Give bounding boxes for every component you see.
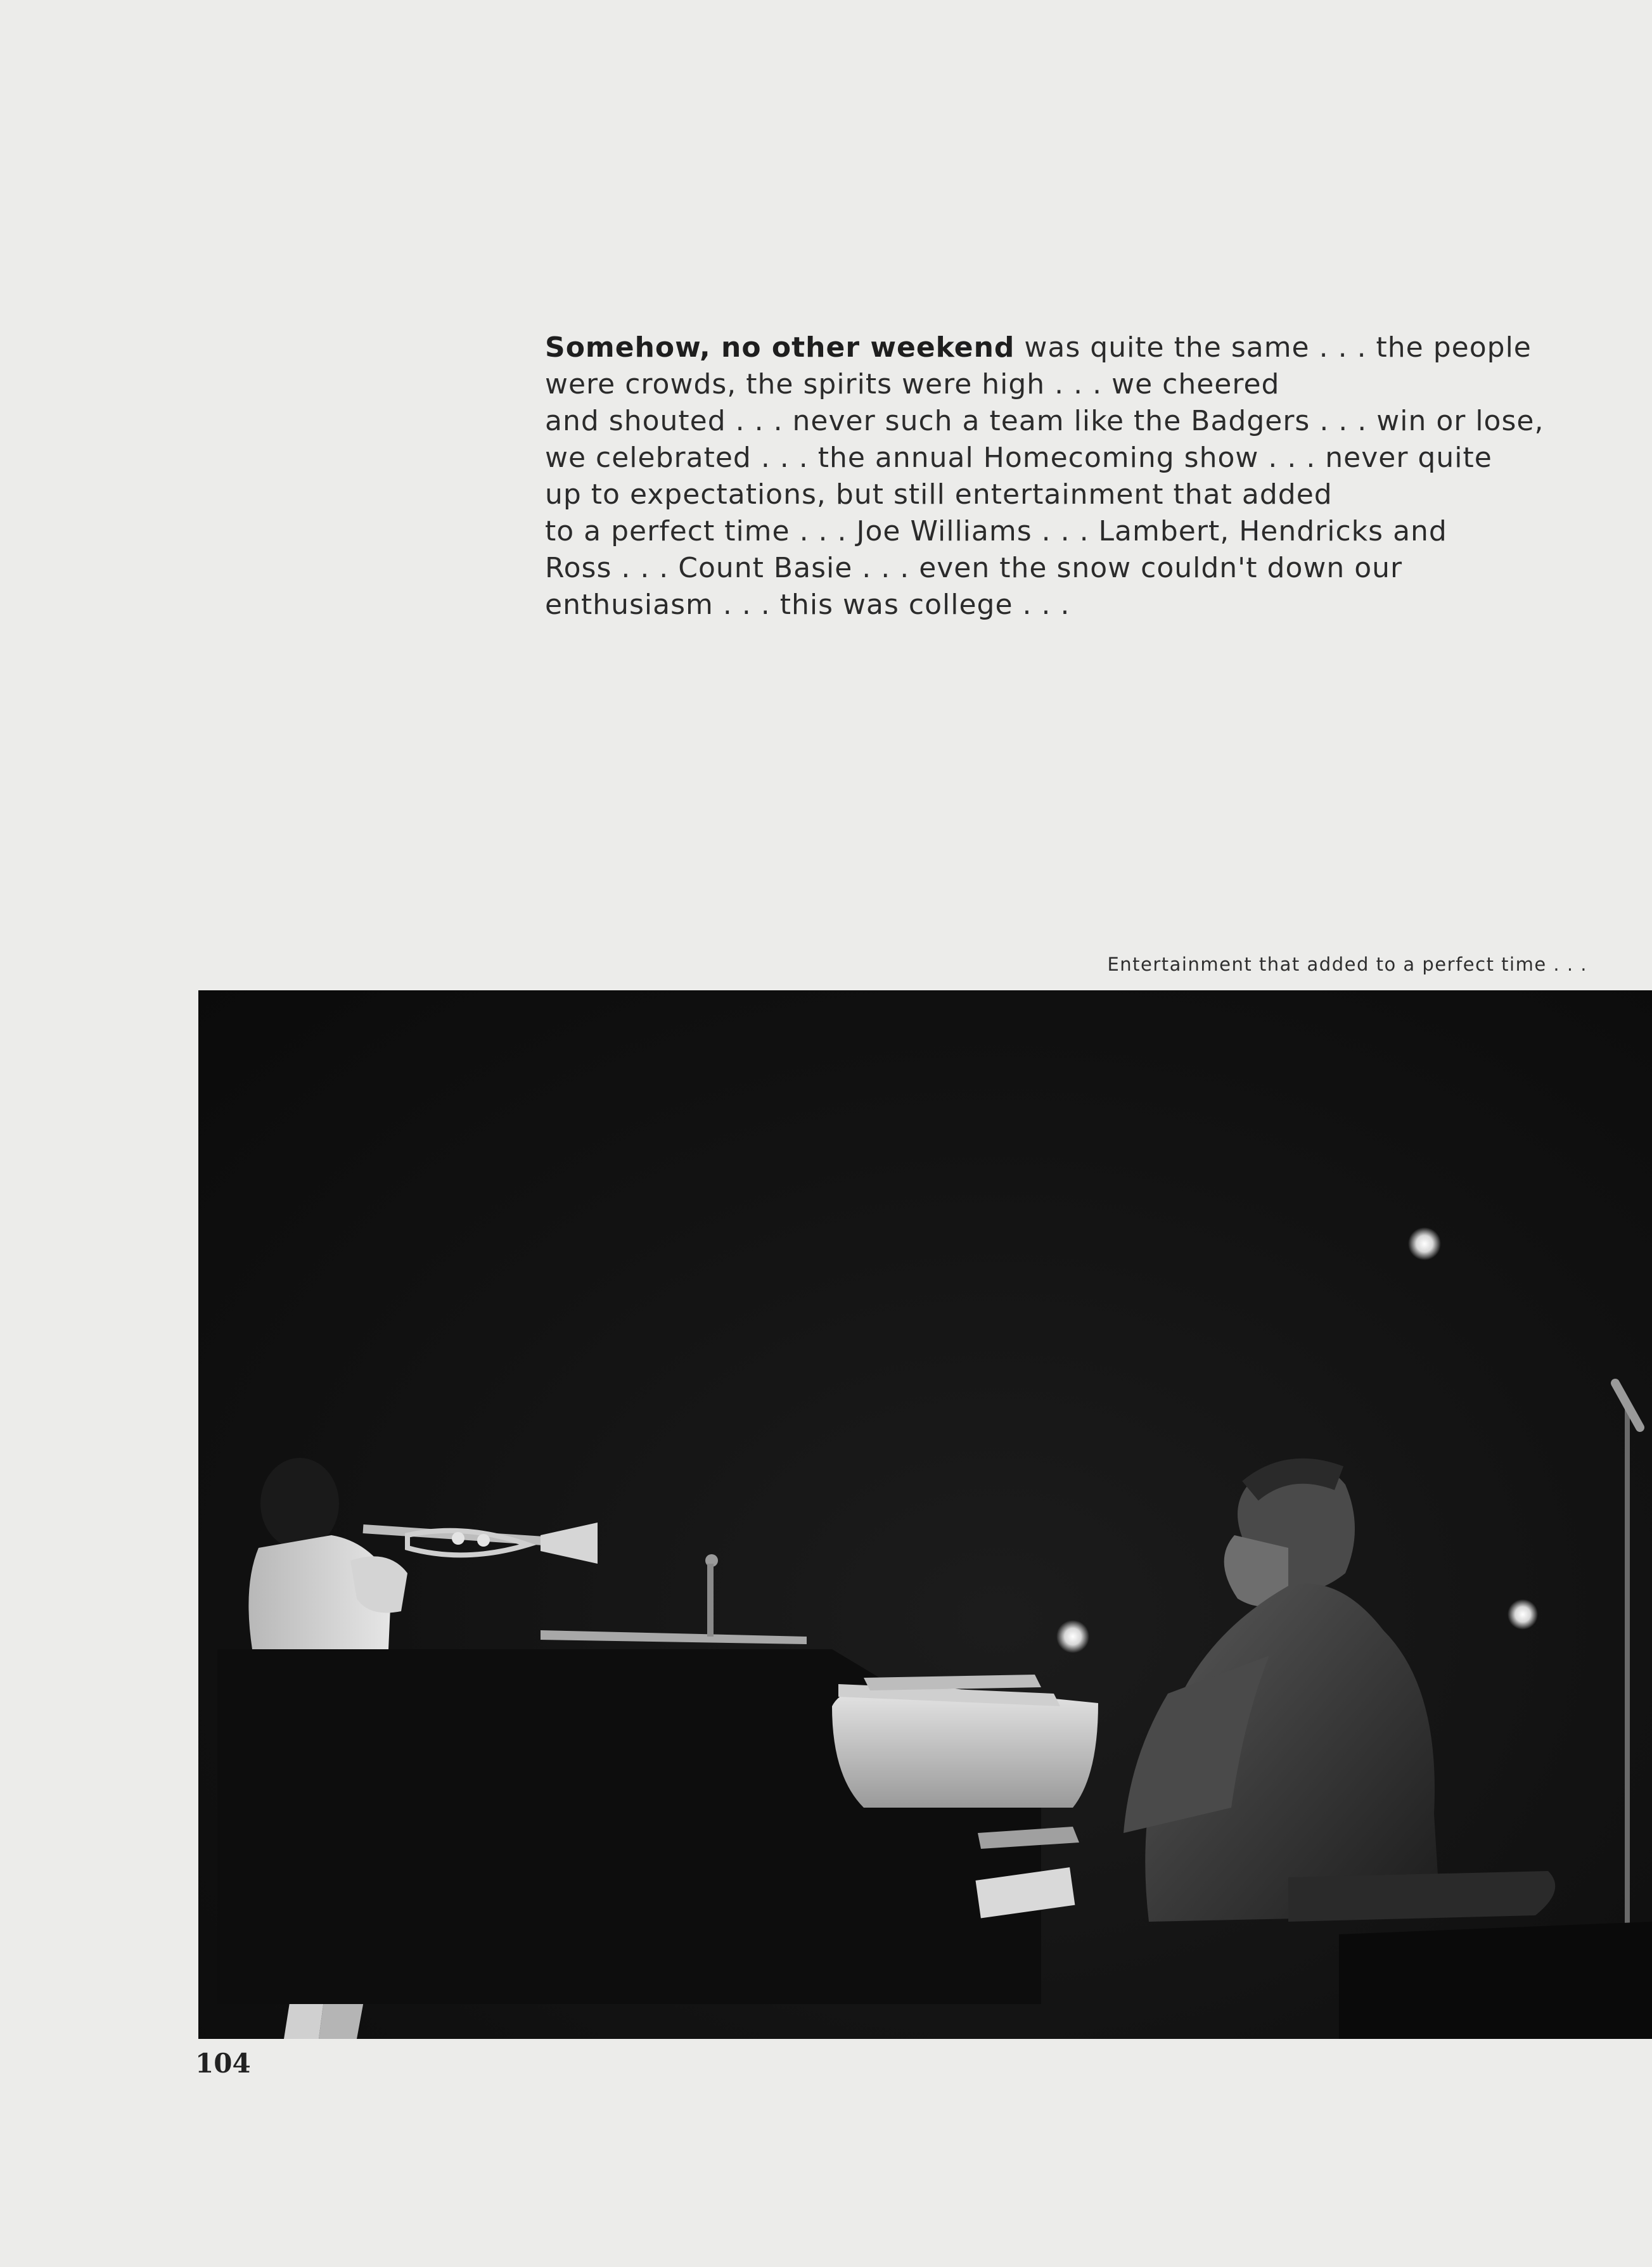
intro-line-4: we celebrated . . . the annual Homecoming show . . . never quite — [545, 442, 1492, 474]
intro-line-3: and shouted . . . never such a team like the Badgers . . . win or lose, — [545, 405, 1544, 437]
stage-light-3 — [1508, 1599, 1538, 1630]
concert-photograph — [198, 990, 1652, 2039]
intro-line-1-text: was quite the same . . . the people — [1015, 331, 1532, 364]
page-number: 104 — [195, 2048, 251, 2079]
stage-light-2 — [1056, 1620, 1089, 1653]
intro-line-6: to a perfect time . . . Joe Williams . . . Lambert, Hendricks and — [545, 515, 1447, 547]
pianist — [1124, 1462, 1652, 2039]
intro-line-7: Ross . . . Count Basie . . . even the snow couldn't down our — [545, 552, 1403, 584]
intro-line-5: up to expectations, but still entertainment that added — [545, 478, 1333, 511]
photo-caption: Entertainment that added to a perfect time . . . — [1107, 954, 1587, 975]
intro-paragraph — [545, 329, 1544, 623]
intro-lead-phrase: Somehow, no other weekend — [545, 331, 1015, 364]
concert-photo-illustration — [198, 990, 1652, 2039]
stage-light-1 — [1408, 1227, 1441, 1260]
intro-line-1 — [545, 329, 1532, 366]
intro-line-2: were crowds, the spirits were high . . . we cheered — [545, 368, 1280, 400]
grand-piano — [217, 1649, 1098, 2004]
sheet-music — [541, 1630, 807, 1644]
intro-line-8: enthusiasm . . . this was college . . . — [545, 589, 1070, 621]
